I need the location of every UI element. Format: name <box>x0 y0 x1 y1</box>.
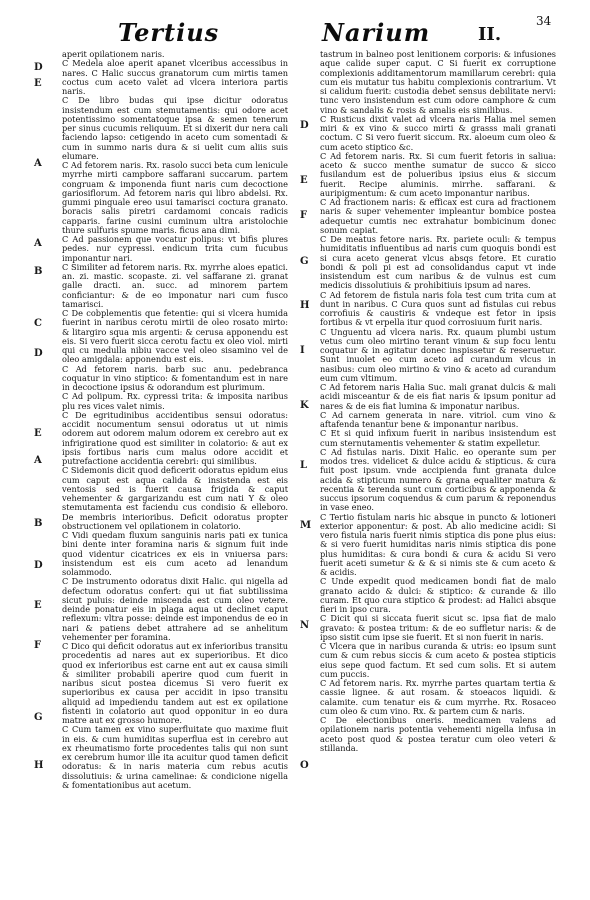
margin-letter: M <box>300 520 312 531</box>
margin-letter: E <box>34 600 42 611</box>
paragraph: C De electionibus oneris. medicamen valens ad opilationem naris potentia vehementi nigella infusa in aceto post quod & postea teratur cum oleo veteri & stillanda. <box>320 715 556 753</box>
paragraph: C Sidemonis dicit quod deficerit odoratus epidum eius cum caput est aqua calida & insistenda est eis ventosis sed is fuerit causa frigida & caput vehementer & gargarizandu est cum nati Y & oleo stemutamenta est faciendu cus condisio & elleboro. De membris interioribus. Deficit odoratus propter obstructionem vel opilationem in colatorio. <box>62 465 288 531</box>
paragraph: C Ad fetorem naris Halia Suc. mali granat dulcis & mali acidi misceantur & de eis fiat naris & ipsum ponitur ad nares & de eis fiat lumina & imponatur naribus. <box>320 382 556 411</box>
paragraph: C Ad fractionem naris: & efficax est cura ad fractionem naris & super vehementer impleantur bombice postea adequetur cumtis nec extrahatur bombicinum donec sonum capiat. <box>320 197 556 235</box>
paragraph: C De instrumento odoratus dixit Halic. qui nigella ad defectum odoratus confert: qui ut fiat subtilissima sicut puluis: deinde miscenda est cum oleo vetere. deinde ponatur eis in plaga aqua ut declinet caput reflexum: vltra posse: deinde est imponendus de eo in nari & patiens debet attrahere ad se anhelitum vehementer per foramina. <box>62 576 288 642</box>
paragraph: C Cum tamen ex vino superfluitate quo maxime fluit in eis. & cum humiditas superflua est in cerebro aut ex rheumatismo forte procedentes talis qui non sunt ex cerebrum humor ille ita acuitur quod tamen deficit odoratus: & in naris materia cum rebus acutis dissolutiuis: & urina camelinae: & condicione nigella & fomentationibus aut acetum. <box>62 724 288 790</box>
margin-letter: D <box>34 348 43 359</box>
paragraph: C De libro budas qui ipse dicitur odoratus insistendum est cum stemutamentis: qui odore acet potentissimo somentatoque ipsa & semen tenerum per sinus cucumis reliquum. Et si dixerit dur nera cali faciendo lapso: cetigendo in aceto cum somentadi & cum in summo naris dura & si uelit cum aliis suis elumare. <box>62 95 288 161</box>
margin-letter: F <box>300 210 308 221</box>
margin-letter: O <box>300 760 309 771</box>
margin-letter: F <box>34 640 42 651</box>
margin-letter: D <box>34 560 43 571</box>
paragraph: C Medela aloe aperit apanet vlceribus accessibus in nares. C Halic succus granatorum cum mirtis tamen coctus cum aceto valet ad vlcera interiora partis naris. <box>62 58 288 96</box>
margin-letter: E <box>34 78 42 89</box>
running-head-right: Narium <box>322 18 431 47</box>
margin-letter: B <box>34 266 43 277</box>
paragraph: C Unguentu ad vlcera naris. Rx. quaum plumbi ustum vetus cum oleo mirtino terant vinum & sup focu lentu coquatur & in agitatur donec inspissetur & reseruetur. Sunt inuolet eo cum aceto ad curandum vlcus in nasibus: cum oleo mirtino & vino & aceto ad curandum eum cum vltimum. <box>320 326 556 383</box>
paragraph: aperit opilationem naris. <box>62 50 165 59</box>
paragraph: C Ad fistulas naris. Dixit Halic. eo operante sum per modos tres. videlicet & dulce acidu & stipticus. & cura fuit post ipsum. vnde accipienda funt granata dulce acida & stipticum numero & grana equaliter matura & recentia & terenda sunt cum corticibus & apponenda & succus ipsorum coquendus & cum parum & reponendus in vase eneo. <box>320 446 556 513</box>
chapter-number: II. <box>478 24 502 45</box>
paragraph: C Tertio fistulam naris hic absque in puncto & lotioneri exterior apponentur: & post. Ab alio medicine acidi: Si vero fistula naris fuerit nimis stiptica dis pone plus eius: & si vero fuerit humiditas naris nimis stiptica dis pone plus humiditas: & cura bondi & cura & acidu Si vero fuerit aceti sumetur & & & si nimis ste & cum aceto & & acidis. <box>320 511 556 577</box>
paragraph: tastrum in balneo post lenitionem corporis: & infusiones aque calide super caput. C Si fuerit ex corruptione complexionis additamentorum mamillarum cerebri: quia cum eis mutatur tus habitu complexionis contrarium. Vt si calidum fuerit: custodia debet sensus debilitate nervi: tunc vero insistendum est cum odore camphore & cum vino & sandalis & rosis & amalis eis similibus. <box>320 50 556 115</box>
margin-letter: I <box>300 345 305 356</box>
margin-letter: C <box>34 318 42 329</box>
paragraph: C Ad fetorem naris. barb suc anu. pedebranca coquatur in vino stiptico: & fomentandum est in nare in decoctione ipsius & odorandum est plurimum. <box>62 363 288 392</box>
margin-letter: G <box>34 712 43 723</box>
margin-letter: E <box>300 175 308 186</box>
paragraph: C De meatus fetore naris. Rx. pariete oculi: & tempus humiditatis influentibus ad naris cum quoquis bondi est si cura aceto generat vlcus absqs fetore. Et curatio bondi & poli pi est ad consolidandus caput vt inde insistendum est cum naribus & de vulnus est cum medicis dissolutiuis & prohibitiuis ipsum ad nares. <box>320 234 556 291</box>
paragraph: C Ad fetorem naris. Rx. myrrhe partes quartam tertia & cassie lignee. & aut rosam. & stoeacos liquidi. & calamite. cum tenatur eis & cum myrrhe. Rx. Rosaceo cum oleo & cum vino. Rx. & partem cum & naris. <box>320 678 556 716</box>
margin-letter: K <box>300 400 309 411</box>
paragraph: C Ad carnem generata in nare. vitriol. cum vino & aftafenda tenantur bene & imponantur naribus. <box>320 409 556 429</box>
paragraph: C Rusticus dixit valet ad vlcera naris Halia mel semen miri & ex vino & succo mirti & grasss mali granati coctum. C Si vero fuerit siccum. Rx. aloeum cum oleo & cum aceto stiptico &c. <box>320 113 556 152</box>
margin-letter: N <box>300 620 310 631</box>
folio-number: 34 <box>536 14 552 28</box>
margin-letter: G <box>300 256 309 267</box>
paragraph: C Ad fetorem naris. Rx. Si cum fuerit fetoris in saliua: aceto & succo menthe sumatur de succo & sicco fusilandum est de polueribus ipsius eius & siccum fuerit. Recipe aluminis. mirrhe. saffarani. & auripigmentum: & cum aceto imponantur naribus. <box>320 150 556 198</box>
paragraph: C Vidi quedam fluxum sanguinis naris pati ex tunica bini dente inter foramina naris & signum fuit inde quod videntur cicatrices ex eis in vniuersa pars: insistendum est eis cum aceto ad lenandum solammodo. <box>62 530 288 577</box>
margin-letter: H <box>300 300 310 311</box>
paragraph: C De cobplementis que fetentie: qui si vlcera humida fuerint in naribus cerotu mirtii de oleo rosato mirto: & litargiro squa mis argenti: & cerusa apponendu est eis. Si vero fuerit sicca cerotu factu ex oleo viol. mirti qui cu medulla nibiu vacce vel oleo sisamino vel de oleo amigdala: apponendu est eis. <box>62 308 288 365</box>
paragraph: C Dico qui deficit odoratus aut ex inferioribus transitu procedentis ad nares aut ex superioribus. Et dico quod ex inferioribus est carne ent aut ex causa simili & similiter probabili aperire quod cum fuerit in naribus sicut postea dicemus Si vero fuerit ex superioribus ex causa per accidit in ipso transitu aliquid ad impediendu tandem aut est ex opilatione fistenti in colatorio aut quod opponitur in eo dura matre aut ex grosso humore. <box>62 641 288 725</box>
running-head-left: Tertius <box>118 18 220 47</box>
margin-letter: E <box>34 428 42 439</box>
paragraph: C Ad fetorem naris. Rx. rasolo succi beta cum lenicule myrrhe mirti campbore saffarani succarum. partem congruam & imponenda fiunt naris cum decoctione gariosiflorum. Ad fetorem naris qui libro abdelsi. Rx. gummi pinguale ereo usui tamarisci coctura granato. boracis salis piretri cardamomi concais radicis capparis. farine cusini cuminum ultra aristolochie thure sulfuris spume maris. ficus ana dimi. <box>62 160 288 235</box>
margin-letter: D <box>34 62 43 73</box>
paragraph: C Unde expedit quod medicamen bondi fiat de malo granato acido & dulci: & stiptico: & curande & illo curam. Et quo cura stiptico & prodest: ad Halici absque fieri in ipso cura. <box>320 576 556 614</box>
paragraph: C Ad passionem que vocatur polipus: vt bifis plures pedes. nur cypressi. endicum trita cum fucubus imponantur nari. <box>62 234 288 263</box>
margin-letter: A <box>34 455 42 466</box>
paragraph: C De egritudinibus accidentibus sensui odoratus: accidit nocumentum sensui odoratus ut ut nimis odorem aut odorem malum odorem ex cerebro aut ex infrigiratione quod est similiter in colatorio: & aut ex ipsis fortibus naris cum malus odore accidit et putrefactione accidentia cerebri: qui similibus. <box>62 409 288 466</box>
paragraph: C Dicit qui si siccata fuerit sicut sc. ipsa fiat de malo gravato: & postea tritum: & de eo suffletur naris: & de ipso sistit cum ipse sie fuerit. Et si non fuerit in naris. <box>320 613 556 642</box>
margin-letter: B <box>34 518 43 529</box>
paragraph: C Ad fetorem de fistula naris fola test cum trita cum at dunt in naribus. C Cura quos sunt ad fistulas cui rebus corrofiuis & caustiris & vndeque est fetor in ipsis fortibus & vt erpella itur quod corrosiuum furit naris. <box>320 289 556 328</box>
paragraph: C Et si quid infixum fuerit in naribus insistendum est cum sternutamentis vehementer & statim expelletur. <box>320 428 556 448</box>
margin-letter: A <box>34 238 42 249</box>
paragraph: C Similiter ad fetorem naris. Rx. myrrhe aloes epatici. an. zi. mastic. scopaste. zi. vel saffarane zi. granat galle dracti. an. succ. ad minorem partem conficiantur: & de eo imponatur nari cum fusco tamarisci. <box>62 261 288 309</box>
text-column-left <box>62 50 288 892</box>
margin-letter: H <box>34 760 44 771</box>
paragraph: C Vlcera que in naribus curanda & utris: eo ipsum sunt cum & cum rebus siccis & cum aceto & postea stipticis eius sepe quod factum. Et sed cum solis. Et si autem cum puccis. <box>320 641 556 679</box>
margin-letter: L <box>300 460 308 471</box>
text-column-right <box>320 50 556 892</box>
margin-letter: A <box>34 158 42 169</box>
paragraph: C Ad polipum. Rx. cypressi trita: & imposita naribus plu res vices valet nimis. <box>62 391 288 411</box>
margin-letter: D <box>300 120 309 131</box>
